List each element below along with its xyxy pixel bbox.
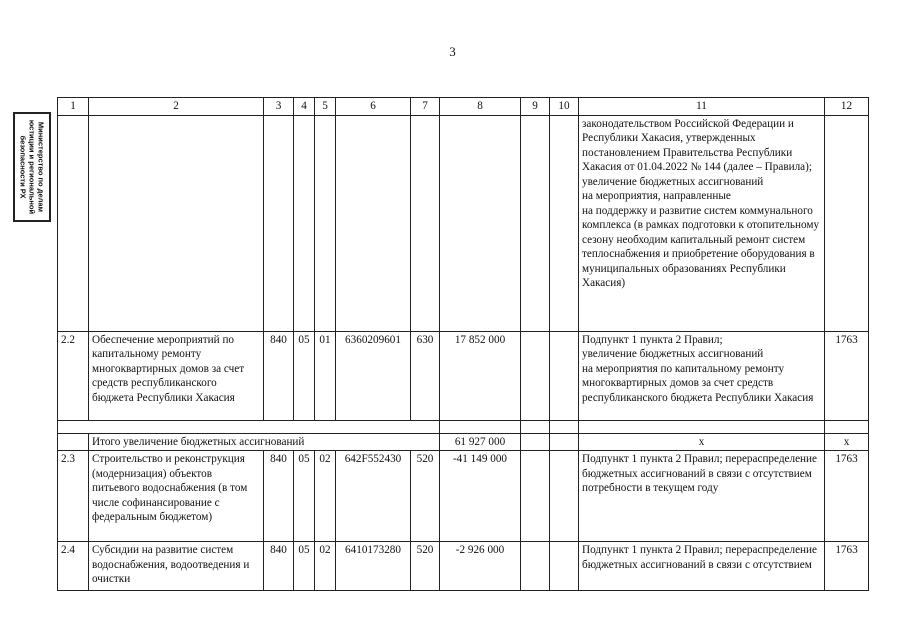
header-row bbox=[58, 98, 869, 116]
registration-stamp bbox=[13, 112, 51, 222]
column-header: 5 bbox=[315, 98, 336, 116]
code-ministry bbox=[264, 115, 294, 331]
stamp-text: Министерство по делам юстиции и региональной безопасности РХ bbox=[18, 119, 46, 215]
row-number: 2.2 bbox=[58, 331, 89, 420]
column-header: 3 bbox=[264, 98, 294, 116]
code-expense-type: 520 bbox=[411, 542, 440, 591]
cell-col9 bbox=[521, 331, 550, 420]
column-header: 11 bbox=[579, 98, 825, 116]
cell-col9 bbox=[521, 542, 550, 591]
column-header: 4 bbox=[294, 98, 315, 116]
code-target: 6360209601 bbox=[336, 331, 411, 420]
code-target: 642F552430 bbox=[336, 451, 411, 542]
code-col12: 1763 bbox=[825, 542, 869, 591]
table-row bbox=[58, 542, 869, 591]
measure-name: Обеспечение мероприятий по капитальному ремонту многоквартирных домов за счет средств республиканского бюджета Республики Хакасия bbox=[89, 331, 264, 420]
column-header: 7 bbox=[411, 98, 440, 116]
total-amount: 61 927 000 bbox=[440, 433, 521, 451]
table-row bbox=[58, 451, 869, 542]
cell-col10 bbox=[550, 331, 579, 420]
code-section: 05 bbox=[294, 451, 315, 542]
code-subsection: 02 bbox=[315, 451, 336, 542]
code-section: 05 bbox=[294, 542, 315, 591]
justification: Подпункт 1 пункта 2 Правил; перераспределение бюджетных ассигнований в связи с отсутствием потребности в текущем году bbox=[579, 451, 825, 542]
justification: Подпункт 1 пункта 2 Правил; перераспределение бюджетных ассигнований в связи с отсутствием bbox=[579, 542, 825, 591]
cell-col10 bbox=[550, 451, 579, 542]
total-justification: х bbox=[579, 433, 825, 451]
column-header: 6 bbox=[336, 98, 411, 116]
amount bbox=[440, 115, 521, 331]
code-ministry: 840 bbox=[264, 451, 294, 542]
column-header: 1 bbox=[58, 98, 89, 116]
code-target: 6410173280 bbox=[336, 542, 411, 591]
amount: -41 149 000 bbox=[440, 451, 521, 542]
code-section: 05 bbox=[294, 331, 315, 420]
table-row bbox=[58, 331, 869, 420]
total-label: Итого увеличение бюджетных ассигнований bbox=[89, 433, 440, 451]
amount: 17 852 000 bbox=[440, 331, 521, 420]
measure-name: Строительство и реконструкция (модернизация) объектов питьевого водоснабжения (в том числе софинансирование с федеральным бюджетом) bbox=[89, 451, 264, 542]
code-subsection bbox=[315, 115, 336, 331]
code-ministry: 840 bbox=[264, 331, 294, 420]
cell-col9 bbox=[521, 451, 550, 542]
code-ministry: 840 bbox=[264, 542, 294, 591]
row-number bbox=[58, 115, 89, 331]
column-header: 8 bbox=[440, 98, 521, 116]
measure-name bbox=[89, 115, 264, 331]
cell-col10 bbox=[550, 115, 579, 331]
column-header: 10 bbox=[550, 98, 579, 116]
justification: законодательством Российской Федерации и Республики Хакасия, утвержденных постановлением Правительства Республики Хакасия от 01.04.2022 № 144 (далее – Правила); увеличение бюджетных ассигнований на мероприятия, направленные на поддержку и развитие систем коммунального комплекса (в рамках подготовки к отопительному сезону необходим капитальный ремонт систем теплоснабжения и приобретение оборудования в муниципальных образованиях Республики Хакасия) bbox=[579, 115, 825, 331]
code-col12 bbox=[825, 115, 869, 331]
row-number: 2.3 bbox=[58, 451, 89, 542]
column-header: 2 bbox=[89, 98, 264, 116]
code-subsection: 02 bbox=[315, 542, 336, 591]
code-section bbox=[294, 115, 315, 331]
column-header: 12 bbox=[825, 98, 869, 116]
code-expense-type: 630 bbox=[411, 331, 440, 420]
code-expense-type bbox=[411, 115, 440, 331]
row-number: 2.4 bbox=[58, 542, 89, 591]
budget-table bbox=[57, 97, 869, 591]
measure-name: Субсидии на развитие систем водоснабжения, водоотведения и очистки bbox=[89, 542, 264, 591]
cell-col10 bbox=[550, 542, 579, 591]
amount: -2 926 000 bbox=[440, 542, 521, 591]
total-row bbox=[58, 433, 869, 451]
code-col12: 1763 bbox=[825, 331, 869, 420]
column-header: 9 bbox=[521, 98, 550, 116]
cell-col9 bbox=[521, 115, 550, 331]
spacer-row bbox=[58, 420, 869, 433]
code-target bbox=[336, 115, 411, 331]
code-subsection: 01 bbox=[315, 331, 336, 420]
table-row bbox=[58, 115, 869, 331]
code-col12: 1763 bbox=[825, 451, 869, 542]
code-expense-type: 520 bbox=[411, 451, 440, 542]
justification: Подпункт 1 пункта 2 Правил; увеличение бюджетных ассигнований на мероприятия по капитальному ремонту многоквартирных домов за счет средств республиканского бюджета Республики Хакасия bbox=[579, 331, 825, 420]
total-col12: х bbox=[825, 433, 869, 451]
page-number: 3 bbox=[449, 44, 456, 59]
